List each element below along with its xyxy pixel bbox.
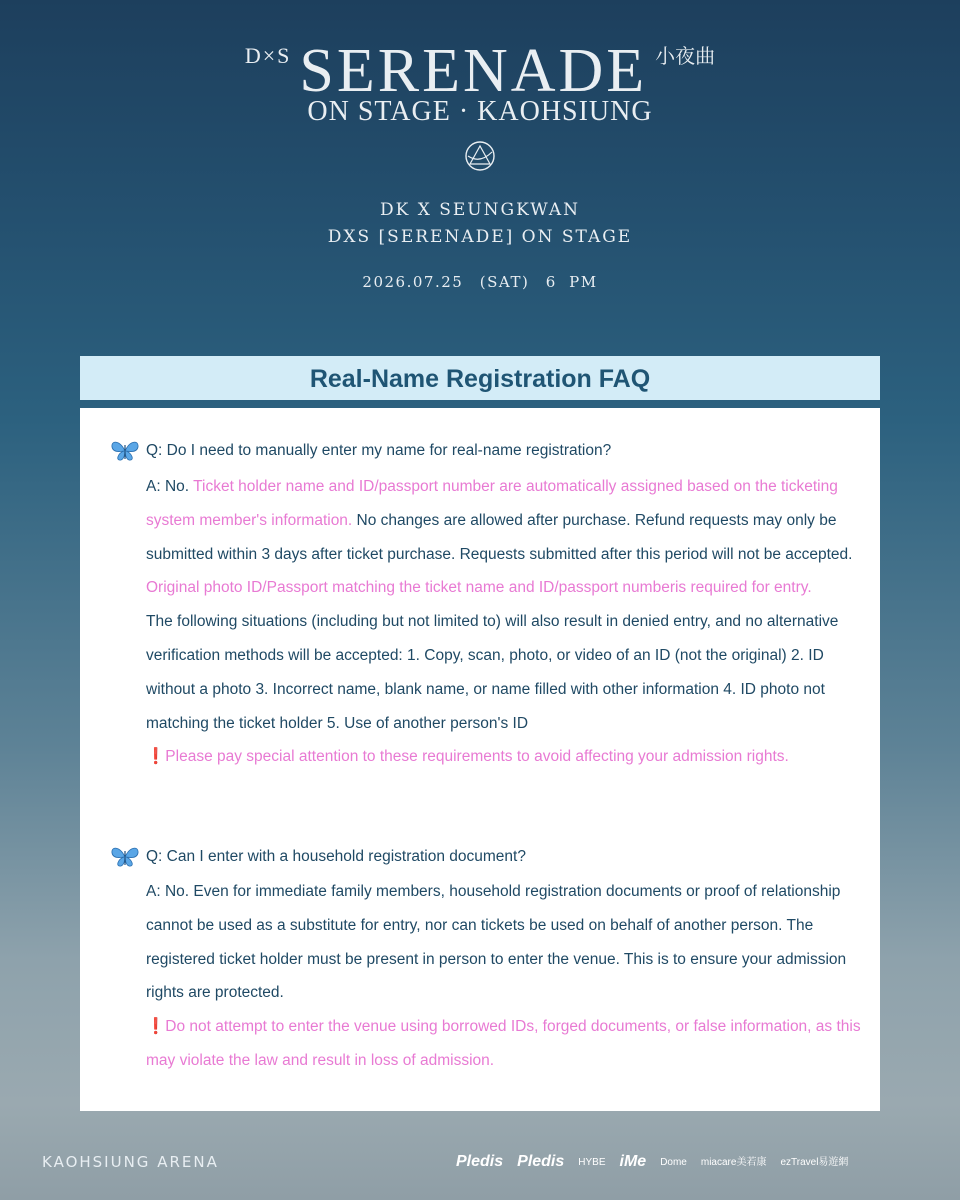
event-subtitle: ON STAGE · KAOHSIUNG	[307, 96, 653, 127]
sponsor-logo-miacare: miacare美若康	[700, 1156, 767, 1168]
event-date: 2026.07.25 (SAT) 6 PM	[362, 273, 598, 291]
faq-answer-2	[146, 875, 876, 1078]
faq-question-2	[110, 845, 526, 869]
faq-answer-1-prefix: A: No.	[146, 478, 194, 495]
faq-warning-1: ❗Please pay special attention to these requirements to avoid affecting your admission rights.	[146, 748, 789, 766]
show-name-line: DXS [SERENADE] ON STAGE	[327, 227, 633, 247]
sponsor-logo-dome: Dome	[660, 1156, 687, 1168]
butterfly-icon	[110, 439, 140, 463]
faq-answer-1	[146, 470, 876, 774]
faq-title: Real-Name Registration FAQ	[309, 365, 651, 393]
faq-answer-1-text-2: The following situations (including but not limited to) will also result in denied entry, and no alternative verification methods will be accepted: 1. Copy, scan, photo, or video of an ID (not the original) 2. ID without a photo 3. Incorrect name, blank name, or name filled with other information 4. ID photo not matching the ticket holder 5. Use of another person's ID	[146, 613, 839, 732]
logo-prefix: D×S	[244, 43, 292, 68]
sponsor-logo-hybe: HYBE	[578, 1156, 606, 1168]
sponsor-logo-pledis: Pledis	[456, 1153, 504, 1170]
poster-header	[0, 0, 960, 330]
butterfly-icon	[110, 845, 140, 869]
sponsor-logos	[456, 1146, 848, 1178]
emblem-icon	[460, 138, 500, 174]
artist-line: DK X SEUNGKWAN	[380, 200, 580, 220]
faq-warning-2: ❗Do not attempt to enter the venue using borrowed IDs, forged documents, or false information, as this may violate the law and result in loss of admission.	[146, 1018, 861, 1069]
logo-title-cn: 小夜曲	[655, 44, 716, 68]
faq-answer-1-highlight-1: Ticket holder name and ID/passport number are automatically assigned based on the ticketing system member's information.	[146, 478, 838, 529]
venue-name: KAOHSIUNG ARENA	[42, 1153, 219, 1171]
faq-question-1-text: Q: Do I need to manually enter my name for real-name registration?	[146, 442, 612, 460]
faq-answer-1-text-1: No changes are allowed after purchase. Refund requests may only be submitted within 3 days after ticket purchase. Requests submitted after this period will not be accepted.	[146, 511, 853, 563]
faq-question-1	[110, 439, 611, 463]
faq-answer-1-highlight-2: Original photo ID/Passport matching the ticket name and ID/passport numberis required for entry.	[146, 579, 812, 597]
faq-panel	[80, 408, 880, 1111]
sponsor-logo-pledis-china: Pledis	[517, 1153, 565, 1170]
sponsor-logo-eztravel: ezTravel易遊網	[780, 1156, 849, 1168]
faq-answer-2-text: A: No. Even for immediate family members, household registration documents or proof of relationship cannot be used as a substitute for entry, nor can tickets be used on behalf of another person. The registered ticket holder must be present in person to enter the venue. This is to ensure your admission rights are protected.	[146, 883, 847, 1002]
faq-question-2-text: Q: Can I enter with a household registration document?	[146, 848, 526, 866]
sponsor-logo-ime: iMe	[619, 1153, 647, 1170]
faq-title-bar	[80, 356, 880, 400]
logo-title: SERENADE	[299, 37, 648, 105]
